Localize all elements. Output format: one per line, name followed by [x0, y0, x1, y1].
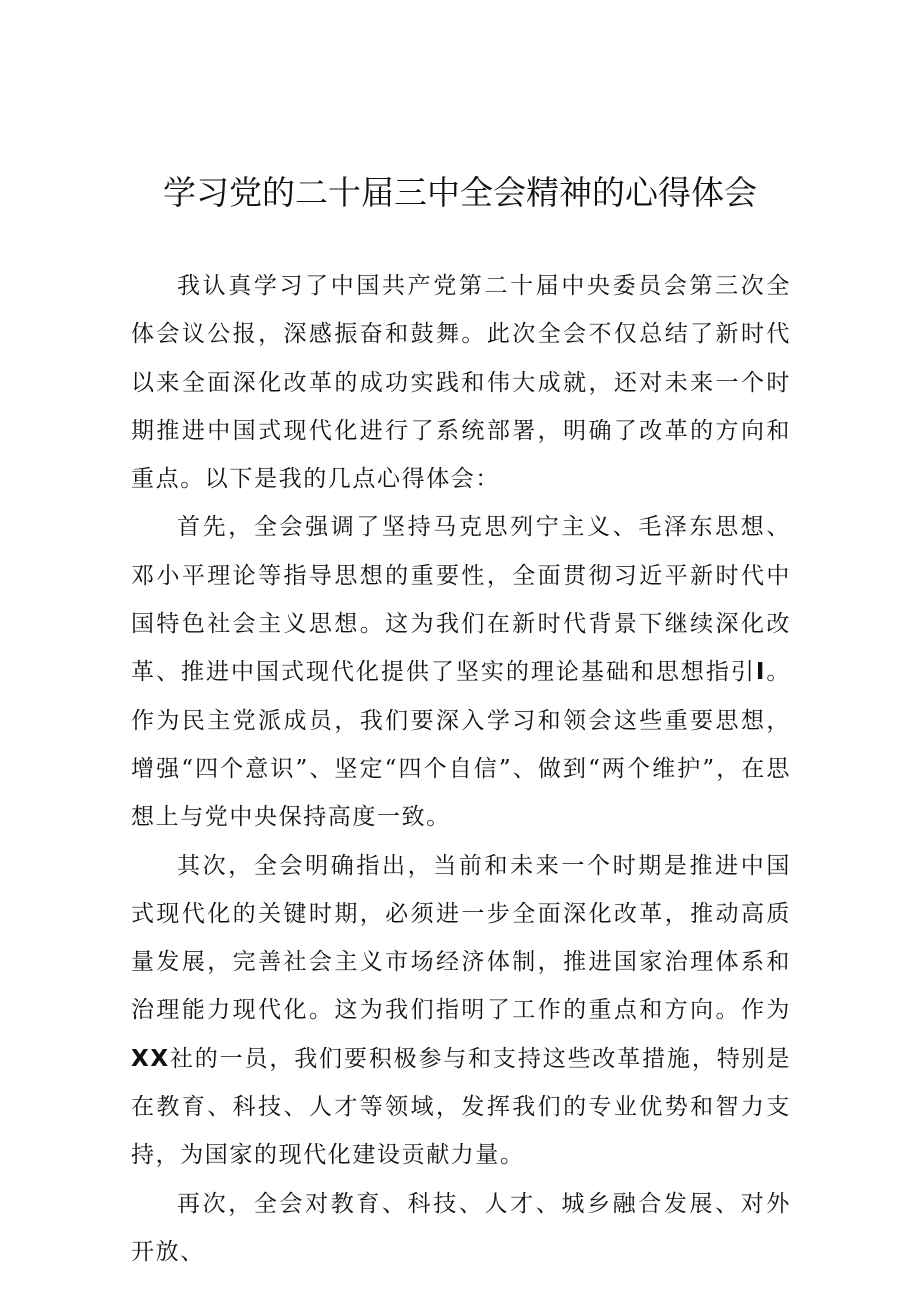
paragraph-intro [131, 262, 791, 503]
organization-placeholder: XX [131, 1045, 170, 1072]
paragraph-text: 我认真学习了中国共产党第二十届中央委员会第三次全体会议公报，深感振奋和鼓舞。此次全会不仅总结了新时代以来全面深化改革的成功实践和伟大成就，还对未来一个时期推进中国式现代化进行了系统部署，明确了改革的方向和重点。以下是我的几点心得体会： [131, 273, 791, 493]
paragraph-text: 首先，全会强调了坚持马克思列宁主义、毛泽东思想、邓小平理论等指导思想的重要性，全面贯彻习近平新时代中国特色社会主义思想。这为我们在新时代背景下继续深化改革、推进中国式现代化提供了坚实的理论基础和思想指引 [131, 514, 791, 686]
page-title: 学习党的二十届三中全会精神的心得体会 [163, 173, 757, 212]
paragraph-text: 再次，全会对教育、科技、人才、城乡融合发展、对外开放、 [131, 1190, 791, 1265]
paragraph-text: 其次，全会明确指出，当前和未来一个时期是推进中国式现代化的关键时期，必须进一步全面深化改革，推动高质量发展，完善社会主义市场经济体制，推进国家治理体系和治理能力现代化。这为我们指明了工作的重点和方向。作为 [131, 852, 791, 1024]
document-body [131, 262, 791, 1276]
paragraph-third [131, 1180, 791, 1277]
paragraph-first [131, 503, 791, 841]
paragraph-text: 。作为民主党派成员，我们要深入学习和领会这些重要思想，增强“四个意识”、坚定“四个自信”、做到“两个维护”，在思想上与党中央保持高度一致。 [131, 659, 791, 831]
typo-mark: I [755, 659, 766, 686]
paragraph-second [131, 842, 791, 1180]
paragraph-text: 社的一员，我们要积极参与和支持这些改革措施，特别是在教育、科技、人才等领域，发挥我们的专业优势和智力支持，为国家的现代化建设贡献力量。 [131, 1045, 791, 1169]
